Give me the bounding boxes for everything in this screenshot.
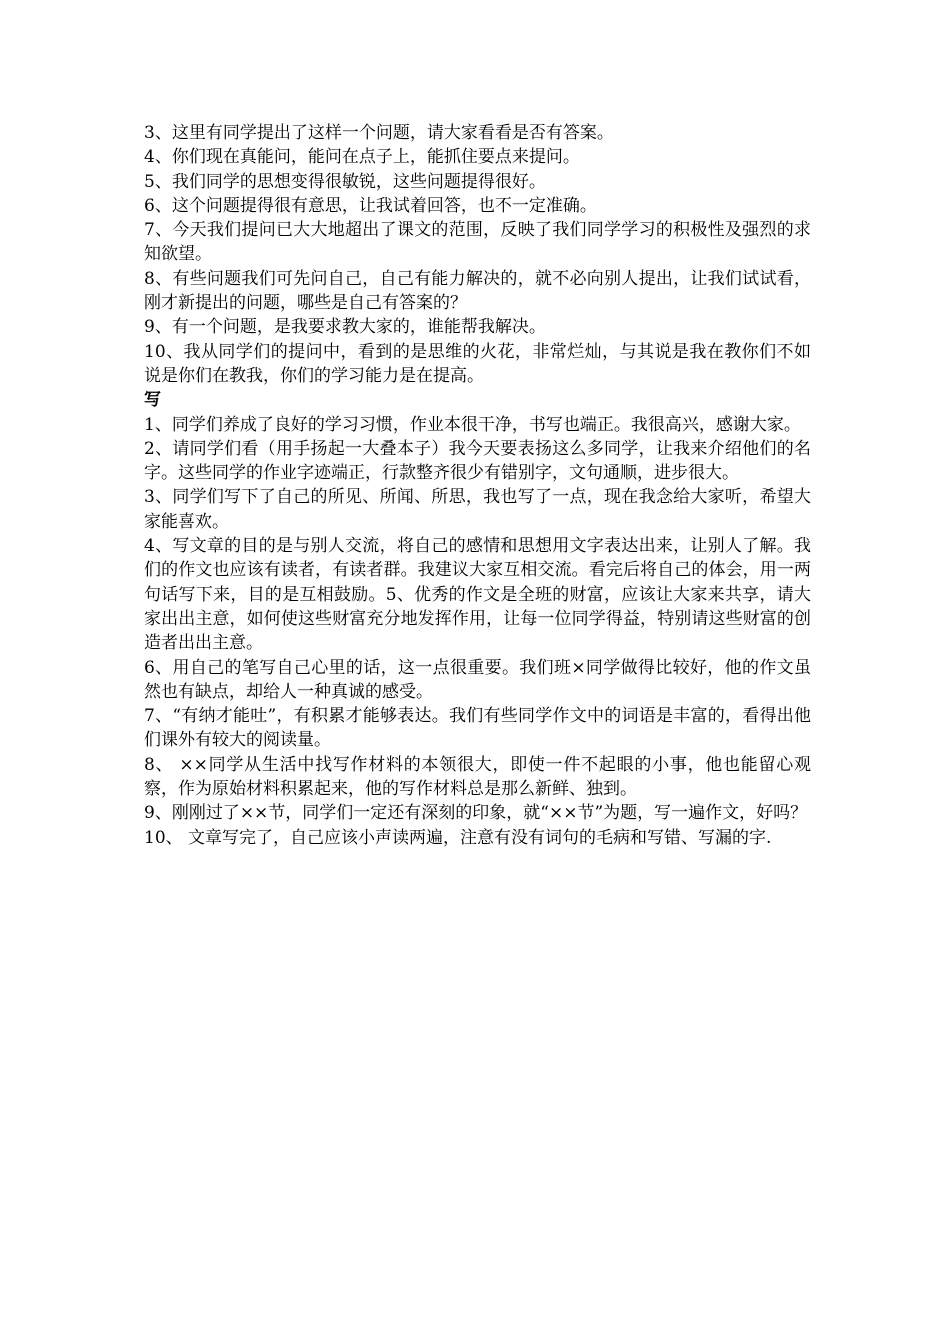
paragraph-ask-9: 9、有一个问题，是我要求教大家的，谁能帮我解决。	[144, 317, 546, 338]
paragraph-write-4: 4、写文章的目的是与别人交流，将自己的感情和思想用文字表达出来，让别人了解。我们的作文也应该有读者，有读者群。我建议大家互相交流。看完后将自己的体会，用一两句话写下来，目的是互相鼓励。5、优秀的作文是全班的财富，应该让大家来共享，请大家出出主意，如何使这些财富充分地发挥作用，让每一位同学得益，特别请这些财富的创造者出出主意。	[144, 536, 811, 654]
paragraph-ask-3: 3、这里有同学提出了这样一个问题，请大家看看是否有答案。	[144, 123, 614, 143]
document-page	[144, 121, 811, 850]
paragraph-write-3: 3、同学们写下了自己的所见、所闻、所思，我也写了一点，现在我念给大家听，希望大家能喜欢。	[144, 487, 811, 532]
paragraph-write-7: 7、“有纳才能吐”，有积累才能够表达。我们有些同学作文中的词语是丰富的，看得出他们课外有较大的阅读量。	[144, 706, 811, 751]
paragraph-ask-6: 6、这个问题提得很有意思，让我试着回答，也不一定准确。	[144, 195, 597, 216]
section-heading-write: 写	[144, 390, 161, 411]
paragraph-write-10: 10、 文章写完了，自己应该小声读两遍，注意有没有词句的毛病和写错、写漏的字.	[144, 827, 772, 848]
paragraph-ask-8: 8、有些问题我们可先问自己，自己有能力解决的，就不必向别人提出，让我们试试看，刚才新提出的问题，哪些是自己有答案的？	[144, 268, 811, 314]
paragraph-write-9: 9、刚刚过了××节，同学们一定还有深刻的印象，就“××节”为题，写一遍作文，好吗？	[144, 803, 808, 824]
paragraph-ask-7: 7、今天我们提问已大大地超出了课文的范围，反映了我们同学学习的积极性及强烈的求知欲望。	[144, 220, 811, 265]
paragraph-write-1: 1、同学们养成了良好的学习习惯，作业本很干净，书写也端正。我很高兴，感谢大家。	[144, 414, 801, 435]
paragraph-ask-5: 5、我们同学的思想变得很敏锐，这些问题提得很好。	[144, 171, 546, 192]
paragraph-ask-10: 10、我从同学们的提问中，看到的是思维的火花，非常烂灿，与其说是我在教你们不如说是你们在教我，你们的学习能力是在提高。	[144, 341, 811, 386]
paragraph-write-6: 6、用自己的笔写自己心里的话，这一点很重要。我们班×同学做得比较好，他的作文虽然也有缺点，却给人一种真诚的感受。	[144, 657, 811, 702]
paragraph-write-8: 8、 ××同学从生活中找写作材料的本领很大，即使一件不起眼的小事，他也能留心观察，作为原始材料积累起来，他的写作材料总是那么新鲜、独到。	[144, 754, 811, 800]
paragraph-write-2: 2、请同学们看（用手扬起一大叠本子）我今天要表扬这么多同学，让我来介绍他们的名字。这些同学的作业字迹端正，行款整齐很少有错别字，文句通顺，进步很大。	[144, 438, 811, 484]
paragraph-ask-4: 4、你们现在真能问，能问在点子上，能抓住要点来提问。	[144, 147, 580, 168]
